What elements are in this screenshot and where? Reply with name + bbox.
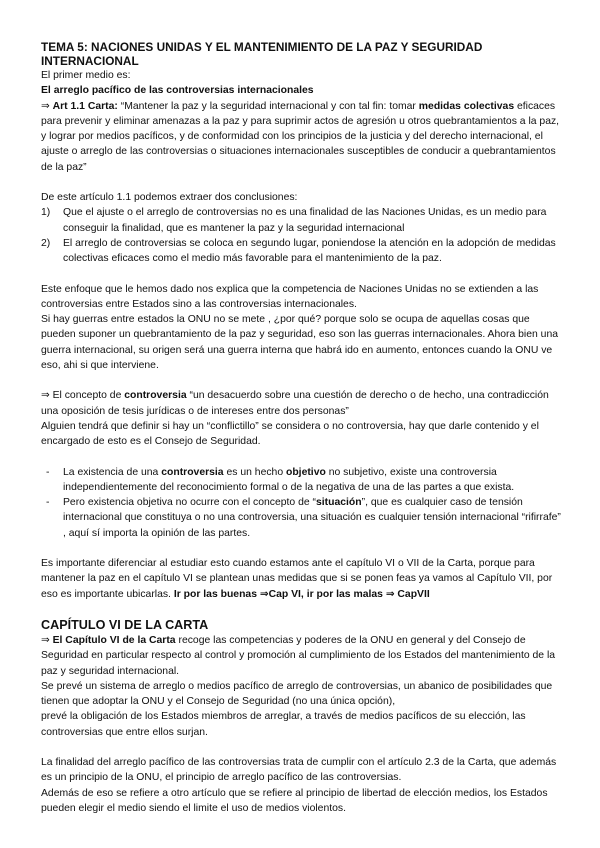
- wars-paragraph: Si hay guerras entre estados la ONU no se mete , ¿por qué? porque solo se ocupa de aquellas cosas que pueden suponer un quebrantamiento de la paz y seguridad, eso son las guerras internacionales. Ahora bien una guerra internacional, su origen será una guerra interna que habrá ido en aumento, entonces cuando la ONU ve eso, ahi si que interviene.: [41, 314, 559, 372]
- section-heading: CAPÍTULO VI DE LA CARTA: [41, 617, 209, 632]
- page-title: TEMA 5: NACIONES UNIDAS Y EL MANTENIMIENTO DE LA PAZ Y SEGURIDAD INTERNACIONAL: [41, 40, 483, 68]
- dash-marker: -: [46, 497, 50, 509]
- arrow-icon: ⇒: [41, 100, 50, 112]
- list-item: [41, 465, 561, 496]
- cap6-finality: La finalidad del arreglo pacífico de las controversias trata de cumplir con el artículo 2.3 de la Carta, que además es un principio de la ONU, el principio de arreglo pacífico de las controversias.: [41, 756, 557, 784]
- text: recoge las competencias y poderes de la ONU en general y del Consejo de Seguridad en particular respecto al control y promoción al cumplimiento de los Estados del mantenimiento de la paz y seguridad internacional.: [41, 634, 556, 677]
- cap6-intro: [41, 633, 561, 679]
- quote-text-end: eficaces para prevenir y eliminar amenazas a la paz y para suprimir actos de agresión u otros quebrantamientos a la paz, y lograr por medios pacíficos, y de conformidad con los principios de la justicia y del derecho internacional, el ajuste o arreglo de las controversias o situaciones internacionales susceptibles de conducir a quebrantamientos de la paz”: [41, 100, 560, 173]
- list-item: [41, 495, 561, 541]
- controversy-paragraph: Alguien tendrá que definir si hay un “conflictillo” se considera o no controversia, hay que darle contenido y el encargado de esto es el Consejo de Seguridad.: [41, 420, 539, 448]
- quote-bold: medidas colectivas: [418, 100, 515, 112]
- list-text: El arreglo de controversias se coloca en segundo lugar, poniendose la atención en la adopción de medidas colectivas eficaces como el medio más favorable para el mantenimiento de la paz.: [63, 237, 556, 265]
- document-page: [41, 40, 561, 816]
- list-text: Que el ajuste o el arreglo de controversias no es una finalidad de las Naciones Unidas, es un medio para conseguir la finalidad, que es mantener la paz y la seguridad internacional: [63, 207, 547, 234]
- list-item: [41, 236, 561, 267]
- list-number: 2): [41, 237, 51, 249]
- bold-term: controversia: [161, 466, 224, 478]
- text: ”, que es cualquier caso de tensión internacional que constituya o no una controversia, una situación es cualquier tensión internacional “rifirrafe” , aquí sí importa la opinión de las partes.: [63, 497, 561, 539]
- text: no subjetivo, existe una controversia independientemente del reconocimiento formal o de la negativa de una de las partes a que exista.: [63, 466, 515, 493]
- chapters-paragraph: [41, 556, 561, 602]
- dash-marker: -: [46, 466, 50, 478]
- bold-term: controversia: [124, 390, 187, 402]
- quote-text: “Mantener la paz y la seguridad internacional y con tal fin: tomar: [117, 100, 419, 112]
- list-item: [41, 205, 561, 236]
- text: Es importante diferenciar al estudiar esto cuando estamos ante el capítulo VI o VII de la Carta, porque para mantener la paz en el capítulo VI se plantean unas medidas que si se ponen feas ya vamos al Capítulo VII, por eso es importante ubicarlas.: [41, 558, 553, 600]
- dash-list: [41, 465, 561, 541]
- bold-text: Ir por las buenas ⇒Cap VI, ir por las malas ⇒ CapVII: [173, 588, 430, 600]
- arrow-icon: ⇒: [41, 390, 50, 402]
- list-number: 1): [41, 207, 51, 219]
- bold-term: situación: [316, 497, 362, 509]
- text: Pero existencia objetiva no ocurre con el concepto de “: [63, 497, 316, 509]
- cap6-obligation: prevé la obligación de los Estados miembros de arreglar, a través de medios pacíficos de su elección, las controversias que entre ellos surjan.: [41, 711, 526, 738]
- bold-text: El Capítulo VI de la Carta: [49, 634, 176, 646]
- article-quote: [41, 99, 561, 175]
- conclusions-lead: De este artículo 1.1 podemos extraer dos conclusiones:: [41, 192, 298, 204]
- text: “un desacuerdo sobre una cuestión de derecho o de hecho, una contradicción una oposición de tesis jurídicas o de intereses entre dos personas”: [41, 390, 549, 417]
- controversy-definition: [41, 388, 561, 419]
- cap6-system: Se prevé un sistema de arreglo o medios pacífico de arreglo de controversias, un abanico de posibilidades que tienen que adoptar la ONU y el Consejo de Seguridad (no una única opción),: [41, 680, 553, 708]
- conclusions-list: [41, 205, 561, 266]
- first-means-line: El primer medio es:: [41, 70, 131, 81]
- approach-paragraph: Este enfoque que le hemos dado nos explica que la competencia de Naciones Unidas no se extienden a las controversias entre Estados sino a las controversias internacionales.: [41, 283, 539, 310]
- text: El concepto de: [49, 390, 125, 402]
- cap6-freedom: Además de eso se refiere a otro artículo que se refiere al principio de libertad de elección medios, los Estados pueden elegir el medio siendo el limite el uso de medios violentos.: [41, 787, 548, 814]
- article-label: Art 1.1 Carta:: [52, 100, 118, 112]
- text: La existencia de una: [63, 466, 162, 478]
- bold-term: objetivo: [285, 466, 326, 478]
- text: es un hecho: [223, 466, 286, 478]
- arrow-icon: ⇒: [41, 634, 50, 646]
- section-subheading: El arreglo pacífico de las controversias internacionales: [41, 85, 314, 97]
